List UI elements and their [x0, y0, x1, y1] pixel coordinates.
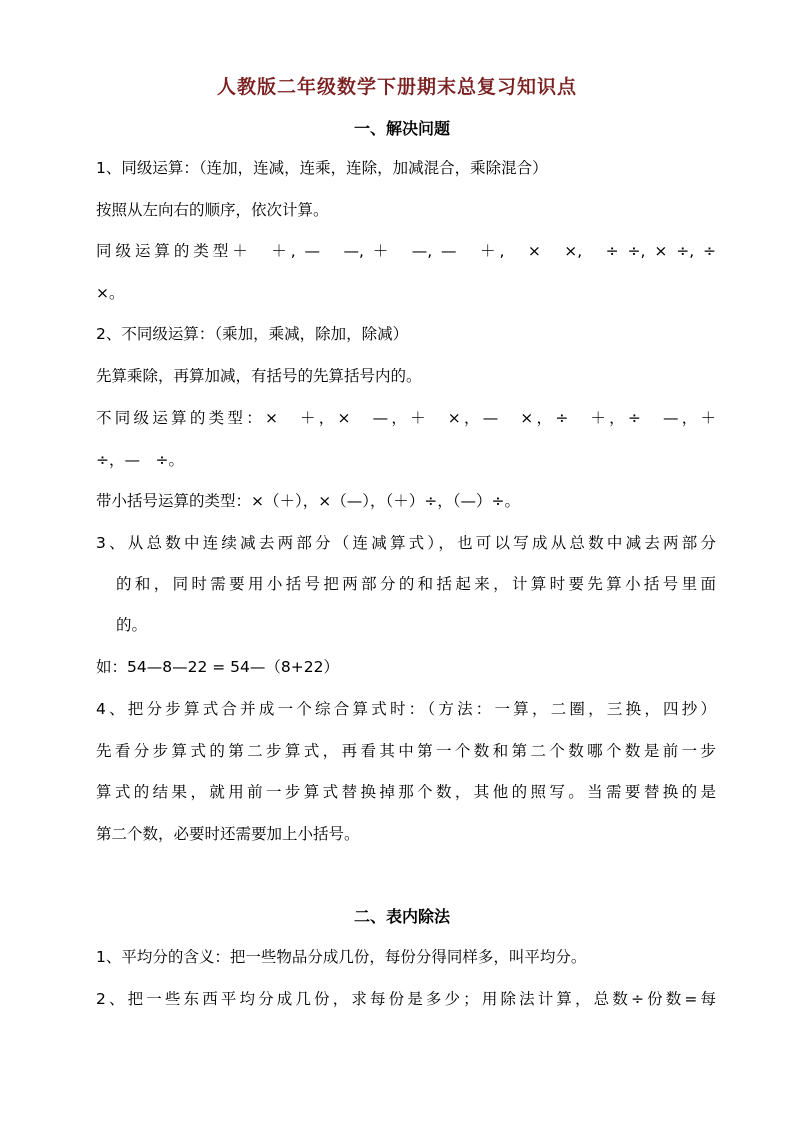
- text-line: 同级运算的类型＋ ＋, — —, ＋ —, — ＋, × ×, ÷ ÷, × ÷, ÷: [96, 242, 716, 260]
- text-line: 不同级运算的类型：× ＋，× —，＋ ×，— ×，÷ ＋，÷ —，＋: [96, 409, 716, 427]
- section-heading-1: 一、解决问题: [353, 119, 450, 138]
- text-line: 的。: [116, 616, 148, 634]
- text-line: 1、平均分的含义：把一些物品分成几份，每份分得同样多，叫平均分。: [96, 948, 587, 966]
- text-line: 3、从总数中连续减去两部分（连减算式），也可以写成从总数中减去两部分: [96, 534, 716, 552]
- section-heading-2: 二、表内除法: [353, 907, 450, 926]
- text-line: 1、同级运算：（连加，连减，连乘，连除，加减混合，乘除混合）: [96, 159, 548, 177]
- text-line: 第二个数，必要时还需要加上小括号。: [96, 825, 360, 843]
- document-title: 人教版二年级数学下册期末总复习知识点: [216, 76, 577, 98]
- text-line: 按照从左向右的顺序，依次计算。: [96, 201, 329, 219]
- example-line: 如：54—8—22 = 54—（8+22）: [96, 658, 339, 676]
- text-line: 算式的结果，就用前一步算式替换掉那个数，其他的照写。当需要替换的是: [96, 783, 716, 801]
- text-line: ÷，— ÷。: [96, 451, 184, 469]
- text-line: 先算乘除，再算加减，有括号的先算括号内的。: [96, 367, 422, 385]
- text-line: ×。: [96, 284, 125, 302]
- text-line: 先看分步算式的第二步算式，再看其中第一个数和第二个数哪个数是前一步: [96, 742, 716, 760]
- text-line: 带小括号运算的类型：×（＋），×（—），（＋）÷，（—）÷。: [96, 492, 520, 510]
- text-line: 2、把一些东西平均分成几份，求每份是多少；用除法计算，总数÷份数=每: [96, 990, 716, 1008]
- text-line: 2、不同级运算：（乘加，乘减，除加，除减）: [96, 325, 409, 343]
- text-line: 的和，同时需要用小括号把两部分的和括起来，计算时要先算小括号里面: [116, 575, 716, 593]
- text-line: 4、把分步算式合并成一个综合算式时：（方法：一算，二圈，三换，四抄）: [96, 700, 716, 718]
